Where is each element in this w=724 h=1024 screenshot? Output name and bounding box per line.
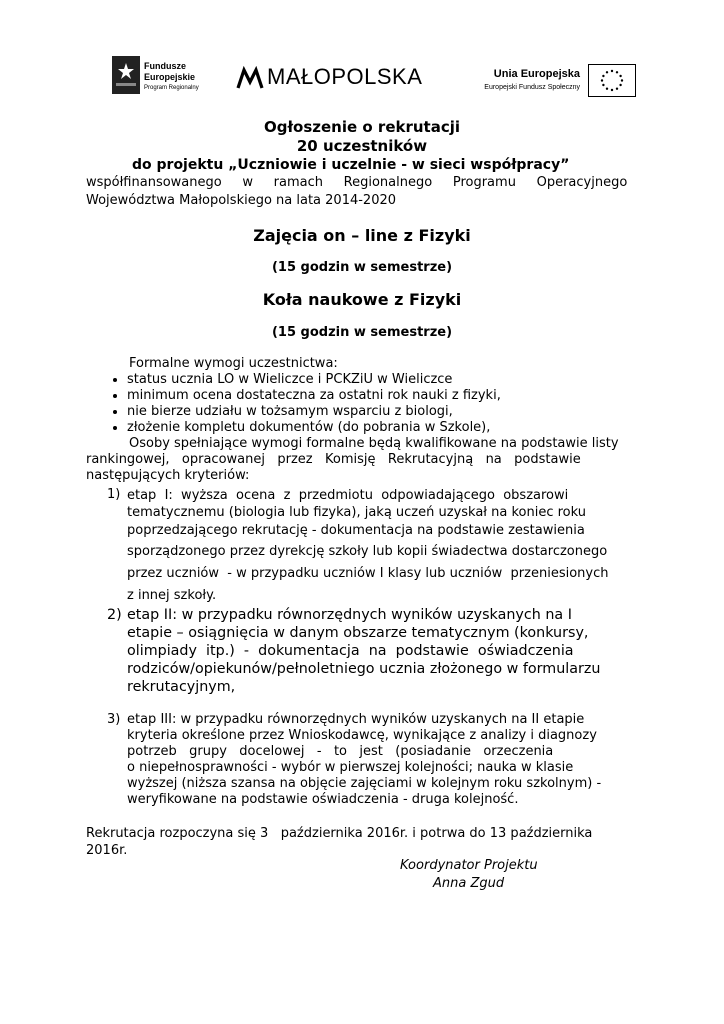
stage-2-line: etap II: w przypadku równorzędnych wyników uzyskanych na I	[127, 607, 572, 623]
ue-line-2: Europejski Fundusz Społeczny	[484, 84, 580, 91]
recruitment-dates-line-2: 2016r.	[86, 843, 128, 858]
qualification-line-2: rankingowej, opracowanej przez Komisję Rekrutacyjną na podstawie	[86, 452, 581, 467]
list-item: • minimum ocena dostateczna za ostatni rok nauki z fizyki,	[127, 388, 501, 404]
stage-3-line: o niepełnosprawności - wybór w pierwszej kolejności; nauka w klasie	[127, 760, 574, 775]
section-title-clubs: Koła naukowe z Fizyki	[262, 290, 462, 309]
stage-2-line: etapie – osiągnięcia w danym obszarze tematycznym (konkursy,	[127, 625, 589, 641]
announcement-title: Ogłoszenie o rekrutacji	[263, 118, 461, 136]
stage-1-line: poprzedzającego rekrutację - dokumentacja na podstawie zestawienia	[127, 523, 585, 538]
stage-3-line: weryfikowane na podstawie oświadczenia - druga kolejność.	[127, 792, 519, 807]
stage-3-line: wyższej (niższa szansa na objęcie zajęciami w kolejnym roku szkolnym) -	[127, 776, 602, 791]
cofinancing-line-1: współfinansowanego w ramach Regionalnego Programu Operacyjnego	[86, 175, 628, 190]
project-name: do projektu „Uczniowie i uczelnie - w sieci współpracy”	[132, 157, 570, 173]
stage-2-line: rekrutacyjnym,	[127, 679, 236, 695]
stage-2-line: olimpiady itp.) - dokumentacja na podstawie oświadczenia	[127, 643, 574, 659]
stage-1-line: etap I: wyższa ocena z przedmiotu odpowiadającego obszarowi	[127, 488, 569, 503]
stage-1-line: tematycznemu (biologia lub fizyka), jaką uczeń uzyskał na koniec roku	[127, 505, 586, 520]
stage-3-line: potrzeb grupy docelowej - to jest (posiadanie orzeczenia	[127, 744, 554, 759]
list-item: • nie bierze udziału w tożsamym wsparciu z biologi,	[127, 404, 501, 420]
list-item: • złożenie kompletu dokumentów (do pobrania w Szkole),	[127, 420, 501, 436]
list-item: • status ucznia LO w Wieliczce i PCKZiU w Wieliczce	[127, 372, 501, 388]
fundusze-europejskie-logo	[112, 56, 222, 96]
stage-1-line: przez uczniów - w przypadku uczniów I klasy lub uczniów przeniesionych	[127, 566, 609, 581]
stage-3	[107, 712, 637, 808]
stage-2	[107, 606, 637, 696]
fe-line-1: Fundusze	[144, 61, 186, 71]
section-hours-clubs: (15 godzin w semestrze)	[271, 325, 453, 340]
stage-1-line: sporządzonego przez dyrekcję szkoły lub kopii świadectwa dostarczonego	[127, 544, 608, 559]
fe-star-icon	[112, 56, 140, 94]
stage-3-line: kryteria określone przez Wnioskodawcę, wynikające z analizy i diagnozy	[127, 728, 597, 743]
stage-2-number: 2)	[107, 607, 122, 623]
unia-europejska-logo	[476, 64, 636, 100]
qualification-line-1: Osoby spełniające wymogi formalne będą kwalifikowane na podstawie listy	[129, 436, 619, 451]
requirements-intro: Formalne wymogi uczestnictwa:	[129, 356, 338, 371]
malopolska-mountain-icon	[236, 66, 264, 90]
qualification-line-3: następujących kryteriów:	[86, 468, 250, 483]
section-title-online: Zajęcia on – line z Fizyki	[253, 226, 471, 245]
stage-3-number: 3)	[107, 712, 121, 727]
recruitment-dates-line-1: Rekrutacja rozpoczyna się 3 października 2016r. i potrwa do 13 października	[86, 826, 593, 841]
section-hours-online: (15 godzin w semestrze)	[271, 260, 453, 275]
requirements-list	[105, 372, 501, 436]
stage-1	[107, 487, 637, 607]
participants-count: 20 uczestników	[296, 137, 428, 155]
coordinator-name: Anna Zgud	[433, 876, 505, 891]
eu-flag-icon	[588, 64, 636, 97]
stage-3-line: etap III: w przypadku równorzędnych wyników uzyskanych na II etapie	[127, 712, 585, 727]
coordinator-title: Koordynator Projektu	[400, 858, 538, 873]
cofinancing-line-2: Województwa Małopolskiego na lata 2014-2020	[86, 193, 397, 208]
stage-1-number: 1)	[107, 487, 121, 502]
fe-line-2: Europejskie	[144, 72, 196, 82]
malopolska-wordmark: MAŁOPOLSKA	[267, 64, 423, 89]
ue-line-1: Unia Europejska	[493, 68, 580, 80]
stage-2-line: rodziców/opiekunów/pełnoletniego ucznia złożonego w formularzu	[127, 661, 601, 677]
fe-line-3: Program Regionalny	[144, 85, 199, 91]
stage-1-line: z innej szkoły.	[127, 588, 217, 603]
logo-bar	[112, 52, 636, 104]
